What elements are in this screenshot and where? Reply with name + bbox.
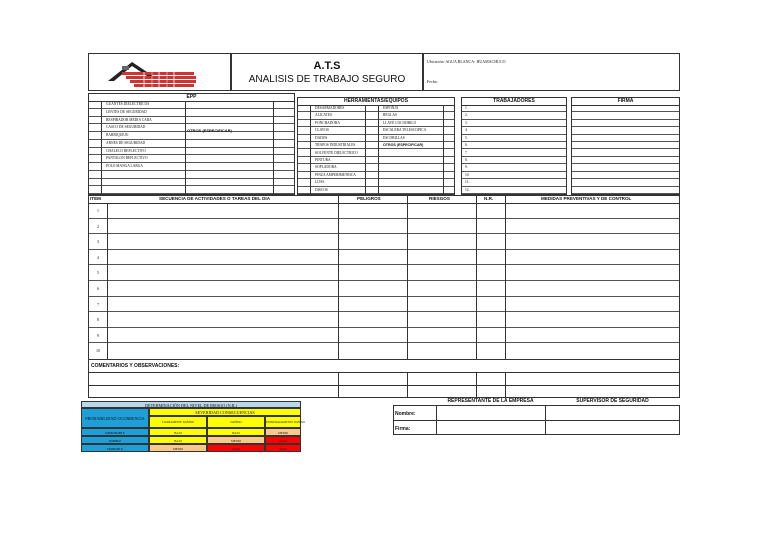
worker-row[interactable] <box>462 135 566 142</box>
tool-item-label: DADOS <box>315 135 328 140</box>
risk-level-cell: ALTO <box>265 444 301 452</box>
severity-level: EXTREMADAMENTE DAÑINO <box>265 416 301 428</box>
risk-level-cell: BAJO <box>207 428 265 436</box>
worker-row[interactable] <box>462 187 566 194</box>
company-logo-icon <box>104 56 204 90</box>
signature-row[interactable] <box>572 135 679 142</box>
tools-row <box>298 164 454 171</box>
signature-row[interactable] <box>572 187 679 194</box>
activity-row[interactable] <box>89 219 679 235</box>
sequence-header: SECUENCIA DE ACTIVIDADES O TAREAS DEL DIA <box>159 196 271 201</box>
company-rep-signature-field[interactable] <box>437 421 544 434</box>
tool-item-label: LLAVE COCODRILO <box>383 120 417 125</box>
worker-number: 8. <box>465 157 468 162</box>
tool-item-label: PONCHADORA <box>315 120 340 125</box>
activity-row[interactable] <box>89 343 679 359</box>
epp-row <box>89 117 294 125</box>
epp-item-label: LENTES DE SEGURIDAD <box>106 109 147 114</box>
activity-item-number: 4 <box>97 254 99 260</box>
worker-row[interactable] <box>462 142 566 149</box>
tool-item-label: ESPONJA <box>383 106 399 110</box>
activity-item-number: 1 <box>97 208 99 213</box>
epp-row <box>89 186 294 194</box>
worker-number: 4. <box>465 128 468 133</box>
activity-row[interactable] <box>89 297 679 313</box>
risk-level-cell: MEDIO <box>207 436 265 444</box>
tools-row <box>298 135 454 142</box>
activity-item-number: 3 <box>97 239 99 245</box>
worker-number: 6. <box>465 143 468 148</box>
risks-header: RIESGOS <box>429 196 450 201</box>
item-header: ITEM <box>90 196 101 201</box>
worker-row[interactable] <box>462 150 566 157</box>
epp-title: EPP <box>89 94 294 102</box>
sign-label: Firma: <box>395 426 411 432</box>
epp-panel <box>88 93 295 195</box>
measures-header: MEDIDAS PREVENTIVAS Y DE CONTROL <box>541 196 632 201</box>
probability-level: POSIBLE <box>81 436 149 444</box>
tool-item-label: ESCOBILLAS <box>383 135 405 140</box>
company-rep-name-field[interactable] <box>437 406 544 419</box>
severity-header: SEVERIDAD CONSECUENCIAS <box>149 408 301 416</box>
tools-title: HERRAMIENTAS/EQUIPOS <box>298 98 454 106</box>
risk-level-cell: BAJO <box>149 436 207 444</box>
activity-row[interactable] <box>89 203 679 219</box>
probability-level: PROBABLE <box>81 444 149 452</box>
tools-row <box>298 105 454 112</box>
signature-title: FIRMA <box>572 98 679 106</box>
tool-item-label: ESCALERA TELESCOPICA <box>383 128 427 133</box>
header-logo-box <box>88 53 231 91</box>
worker-number: 12. <box>465 187 470 192</box>
signature-row[interactable] <box>572 150 679 157</box>
worker-number: 3. <box>465 120 468 125</box>
epp-item-label: CHALECO REFLECTIVO <box>106 148 146 153</box>
tool-item-label: SOPLADORA <box>315 165 337 170</box>
date-label: Fecha: <box>427 79 438 84</box>
worker-row[interactable] <box>462 120 566 127</box>
activity-row[interactable] <box>89 312 679 328</box>
activity-item-number: 9 <box>97 332 99 338</box>
activity-row[interactable] <box>89 250 679 266</box>
epp-item-label: GUANTES DIELECTRICOS <box>106 102 150 106</box>
supervisor-name-field[interactable] <box>546 406 679 419</box>
risk-level-cell: BAJO <box>149 428 207 436</box>
activity-row[interactable] <box>89 234 679 250</box>
tools-row <box>298 142 454 149</box>
tool-item-label: OTROS (ESPECIFICAR) <box>383 143 424 148</box>
activity-row[interactable] <box>89 281 679 297</box>
epp-item-label: POLO MANGA LARGA <box>106 164 143 168</box>
tools-row <box>298 187 454 194</box>
tools-row <box>298 127 454 134</box>
epp-row <box>89 132 294 140</box>
activity-item-number: 6 <box>97 286 99 291</box>
epp-row <box>89 148 294 156</box>
probability-header: PROBABILIDAD OCURRENCIA <box>81 408 149 428</box>
worker-row[interactable] <box>462 164 566 171</box>
signature-row[interactable] <box>572 164 679 171</box>
risk-level-cell: ALTO <box>207 444 265 452</box>
header-title-box <box>231 53 423 91</box>
signature-panel <box>571 97 680 195</box>
signature-row[interactable] <box>572 120 679 127</box>
supervisor-signature-field[interactable] <box>546 421 679 434</box>
signature-row[interactable] <box>572 172 679 179</box>
severity-level: DAÑINO <box>207 416 265 428</box>
severity-level: LIGERAMENTE DAÑINO <box>149 416 207 428</box>
tool-item-label: PINZA AMPERIMETRICA <box>315 172 356 177</box>
activity-item-number: 2 <box>97 223 99 229</box>
tools-row <box>298 179 454 186</box>
activities-table <box>88 195 680 360</box>
comments-section <box>88 360 680 398</box>
worker-row[interactable] <box>462 172 566 179</box>
workers-panel <box>461 97 567 195</box>
epp-item-label: CASCO DE SEGURIDAD <box>106 125 146 130</box>
signature-row[interactable] <box>572 142 679 149</box>
page-title: A.T.S <box>313 60 341 72</box>
worker-row[interactable] <box>462 105 566 112</box>
tool-item-label: TRAPOS INDUSTRIALES <box>315 143 356 148</box>
worker-number: 2. <box>465 113 468 118</box>
location-label: Ubicación: AGUA BLANCA- HUAMACHUCO <box>427 59 506 64</box>
epp-other-label: OTROS (ESPECIFICAR) <box>187 128 232 133</box>
risk-matrix <box>81 401 305 452</box>
activity-item-number: 8 <box>97 317 99 323</box>
tool-item-label: DISCOS <box>315 187 328 192</box>
worker-number: 11. <box>465 180 470 185</box>
worker-number: 5. <box>465 135 468 140</box>
supervisor-header: SUPERVISOR DE SEGURIDAD <box>576 398 649 404</box>
tool-item-label: SOLVENTE DIELECTRICO <box>315 150 358 155</box>
epp-row <box>89 101 294 109</box>
tools-row <box>298 157 454 164</box>
worker-row[interactable] <box>462 157 566 164</box>
tool-item-label: CLAVOS <box>315 128 329 133</box>
activity-item-number: 5 <box>97 270 99 276</box>
activity-item-number: 10 <box>96 348 100 354</box>
epp-item-label: BARBIQUEJO <box>106 133 129 137</box>
worker-row[interactable] <box>462 179 566 186</box>
worker-number: 7. <box>465 150 468 155</box>
signature-row[interactable] <box>572 105 679 112</box>
tool-item-label: DESARMADORES <box>315 106 345 110</box>
epp-row <box>89 155 294 163</box>
name-label: Nombre: <box>395 411 416 417</box>
epp-row <box>89 171 294 179</box>
tools-row <box>298 150 454 157</box>
tool-item-label: PINTURA <box>315 157 331 162</box>
signature-row[interactable] <box>572 127 679 134</box>
epp-row <box>89 109 294 117</box>
epp-row <box>89 140 294 148</box>
page-subtitle: ANALISIS DE TRABAJO SEGURO <box>248 74 406 85</box>
nr-header: N.R. <box>484 196 494 201</box>
dangers-header: PELIGROS <box>357 196 381 201</box>
signature-row[interactable] <box>572 157 679 164</box>
tool-item-label: ALICATES <box>315 113 332 118</box>
signature-row[interactable] <box>572 179 679 186</box>
tools-row <box>298 120 454 127</box>
epp-item-label: PANTALON REFLECTIVO <box>106 156 148 161</box>
epp-item-label: ARNES DE SEGURIDAD <box>106 140 146 145</box>
signature-row[interactable] <box>572 112 679 119</box>
epp-item-label: RESPIRADOR MEDIA CARA <box>106 117 152 122</box>
worker-row[interactable] <box>462 127 566 134</box>
activity-row[interactable] <box>89 328 679 344</box>
tool-item-label: LIJAS <box>315 180 325 185</box>
tools-row <box>298 112 454 119</box>
tools-row <box>298 172 454 179</box>
risk-matrix-title: DETERMINACIÓN DEL NIVEL DE RIESGO (N.R.) <box>81 401 301 408</box>
worker-number: 9. <box>465 165 468 170</box>
probability-level: IMPROBABLE <box>81 428 149 436</box>
epp-row <box>89 163 294 171</box>
workers-title: TRABAJADORES <box>462 98 566 106</box>
epp-row <box>89 179 294 187</box>
risk-level-cell: ALTO <box>265 436 301 444</box>
approval-section <box>393 398 680 436</box>
tools-panel <box>297 97 455 195</box>
risk-level-cell: MEDIO <box>265 428 301 436</box>
activity-row[interactable] <box>89 265 679 281</box>
comments-label: COMENTARIOS Y OBSERVACIONES: <box>91 363 180 369</box>
header-info-box <box>423 53 680 91</box>
company-rep-header: REPRESENTANTE DE LA EMPRESA <box>447 398 534 404</box>
worker-number: 10. <box>465 172 470 177</box>
tool-item-label: REGLAS <box>383 113 397 118</box>
worker-row[interactable] <box>462 112 566 119</box>
worker-number: 1. <box>465 106 468 110</box>
activity-item-number: 7 <box>97 301 99 307</box>
risk-level-cell: MEDIO <box>149 444 207 452</box>
